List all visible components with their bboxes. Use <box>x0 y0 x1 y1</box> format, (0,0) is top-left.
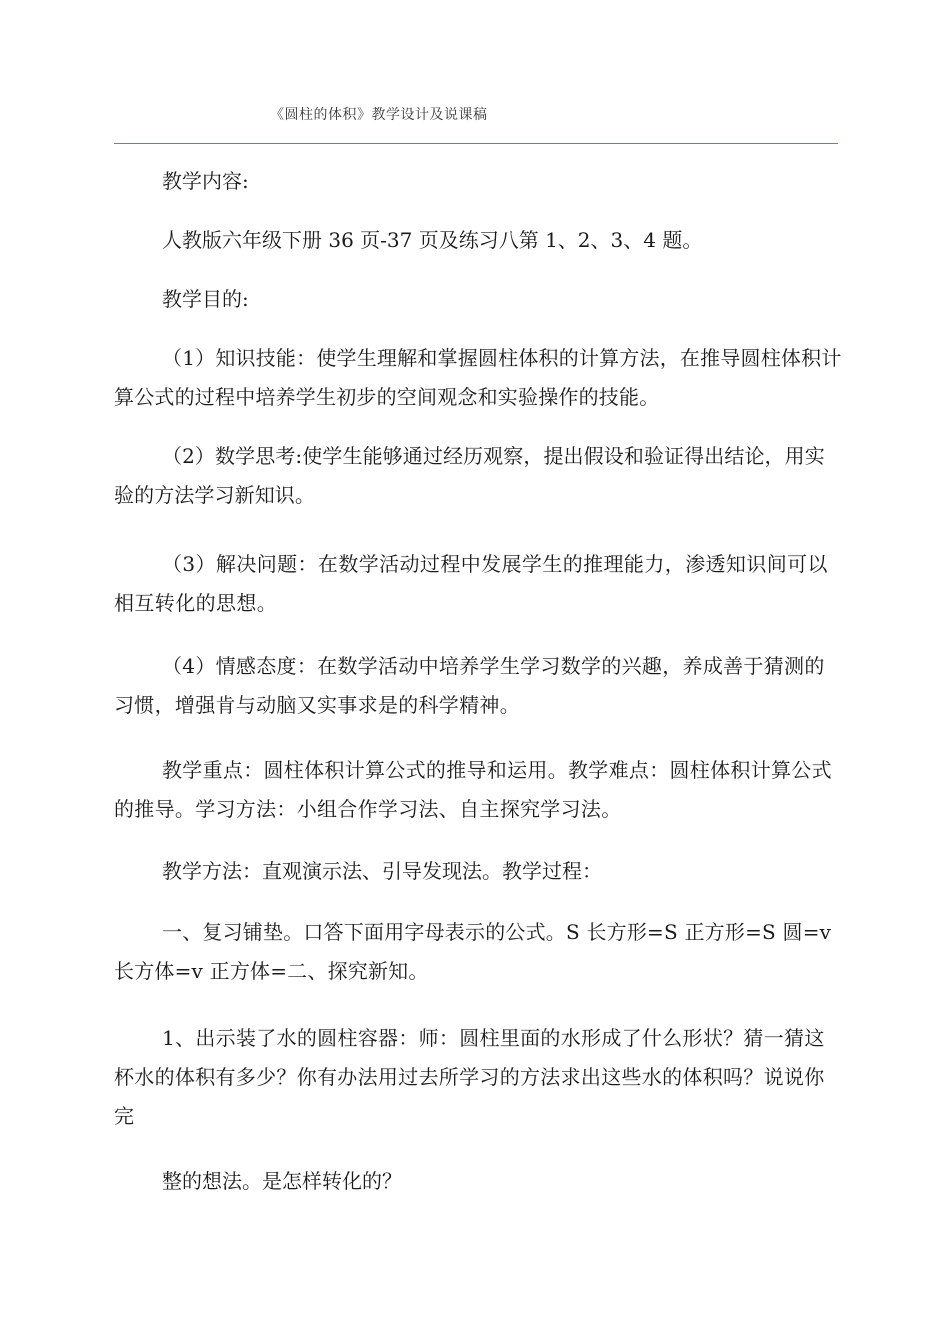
paragraph-goal-problem-solving: （3）解决问题：在数学活动过程中发展学生的推理能力，渗透知识间可以相互转化的思想。 <box>114 552 828 615</box>
paragraph-review-formulas: 一、复习铺垫。口答下面用字母表示的公式。S 长方形=S 正方形=S 圆=v 长方体=v 正方体=二、探究新知。 <box>114 920 832 983</box>
paragraph-key-points-and-methods: 教学重点：圆柱体积计算公式的推导和运用。教学难点：圆柱体积计算公式的推导。学习方法：小组合作学习法、自主探究学习法。 <box>114 758 832 821</box>
paragraph-goal-knowledge-skills: （1）知识技能：使学生理解和掌握圆柱体积的计算方法，在推导圆柱体积计算公式的过程中培养学生初步的空间观念和实验操作的技能。 <box>114 346 842 409</box>
paragraph-conversion-question: 整的想法。是怎样转化的？ <box>162 1169 402 1193</box>
header-divider <box>114 143 838 144</box>
paragraph-teaching-methods: 教学方法：直观演示法、引导发现法。教学过程： <box>162 859 602 883</box>
paragraph-textbook-reference: 人教版六年级下册 36 页-37 页及练习八第 1、2、3、4 题。 <box>162 228 703 252</box>
paragraph-goal-emotional-attitude: （4）情感态度：在数学活动中培养学生学习数学的兴趣，养成善于猜测的习惯，增强肯与动脑又实事求是的科学精神。 <box>114 654 825 717</box>
paragraph-teaching-content-heading: 教学内容: <box>162 169 249 193</box>
document-header-title: 《圆柱的体积》教学设计及说课稿 <box>270 107 488 123</box>
paragraph-teaching-goals-heading: 教学目的: <box>162 287 249 311</box>
paragraph-goal-math-thinking: （2）数学思考:使学生能够通过经历观察，提出假设和验证得出结论，用实验的方法学习新知识。 <box>114 444 825 507</box>
paragraph-cylinder-container-question: 1、出示装了水的圆柱容器：师：圆柱里面的水形成了什么形状？猜一猜这杯水的体积有多少？你有办法用过去所学习的方法求出这些水的体积吗？说说你完 <box>114 1026 825 1128</box>
